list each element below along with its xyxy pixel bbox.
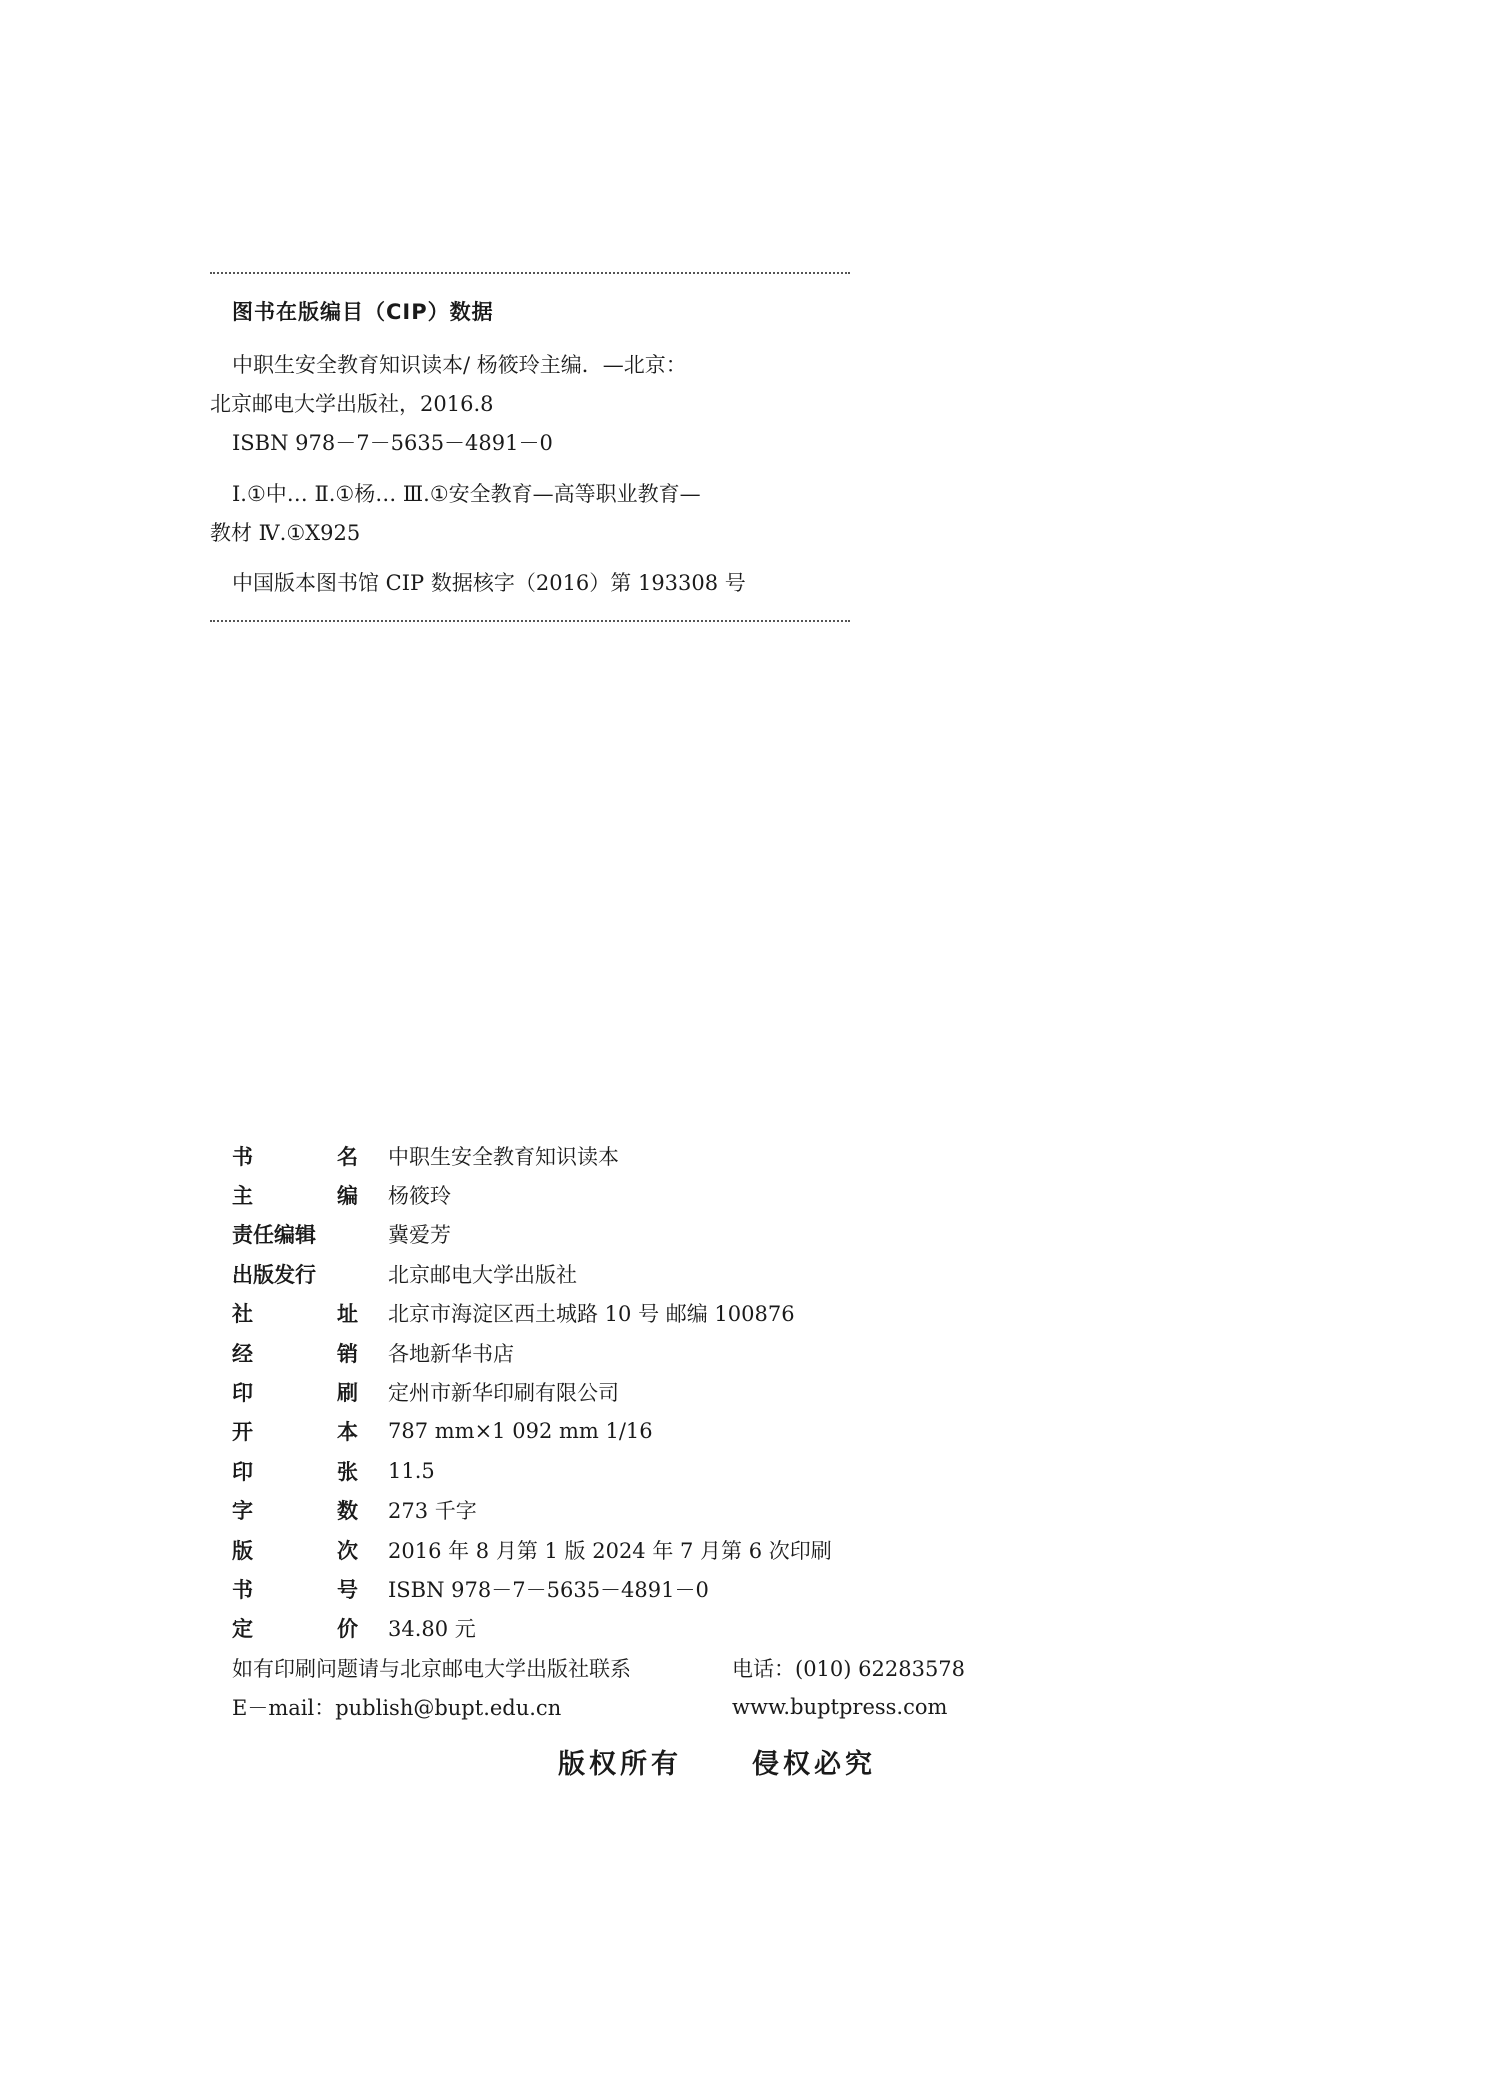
email-address: E－mail：publish@bupt.edu.cn — [232, 1696, 562, 1721]
row-label: 开 本 — [232, 1420, 358, 1445]
row-value: 杨筱玲 — [388, 1184, 451, 1209]
cip-title: 图书在版编目（CIP）数据 — [232, 300, 494, 324]
row-label: 字 数 — [232, 1499, 358, 1524]
row-label: 主 编 — [232, 1184, 358, 1209]
row-value: 11.5 — [388, 1458, 435, 1483]
cip-line-2: 北京邮电大学出版社，2016.8 — [210, 392, 494, 417]
row-label: 书 号 — [232, 1577, 358, 1602]
row-value: 2016 年 8 月第 1 版 2024 年 7 月第 6 次印刷 — [388, 1538, 832, 1563]
print-issue-contact-note: 如有印刷问题请与北京邮电大学出版社联系 — [232, 1656, 631, 1681]
row-label: 经 销 — [232, 1341, 358, 1366]
row-label: 责任编辑 — [232, 1223, 316, 1248]
row-value: 各地新华书店 — [388, 1341, 514, 1366]
row-value: 北京邮电大学出版社 — [388, 1262, 577, 1287]
bottom-dotted-rule — [210, 620, 850, 622]
website-url: www.buptpress.com — [732, 1695, 948, 1720]
colophon-row-address — [232, 1294, 1052, 1333]
colophon-row-isbn — [232, 1569, 1052, 1608]
colophon-row-title — [232, 1136, 1052, 1175]
row-value: 中职生安全教育知识读本 — [388, 1144, 619, 1169]
cip-line-classification: Ⅰ.①中… Ⅱ.①杨… Ⅲ.①安全教育—高等职业教育— — [232, 482, 701, 507]
phone-number: 电话：(010) 62283578 — [732, 1656, 966, 1681]
colophon-row-editor — [232, 1175, 1052, 1214]
row-value: 北京市海淀区西土城路 10 号 邮编 100876 — [388, 1302, 795, 1327]
row-value: 34.80 元 — [388, 1617, 476, 1642]
row-label: 版 次 — [232, 1538, 358, 1563]
colophon-row-sheets — [232, 1451, 1052, 1490]
colophon-row-printer — [232, 1372, 1052, 1411]
row-value: 冀爱芳 — [388, 1223, 451, 1248]
row-label: 印 刷 — [232, 1381, 358, 1406]
cip-line-1: 中职生安全教育知识读本/ 杨筱玲主编．—北京： — [232, 353, 687, 378]
row-value: ISBN 978－7－5635－4891－0 — [388, 1577, 709, 1602]
row-label: 出版发行 — [232, 1262, 316, 1287]
colophon-row-price — [232, 1609, 1052, 1648]
colophon-row-responsible-editor — [232, 1215, 1052, 1254]
infringement-prosecuted: 侵权必究 — [752, 1749, 876, 1780]
row-value: 273 千字 — [388, 1499, 477, 1524]
row-value: 定州市新华印刷有限公司 — [388, 1381, 619, 1406]
colophon-row-distributor — [232, 1333, 1052, 1372]
copyright-notice — [558, 1742, 876, 1781]
cip-line-verification: 中国版本图书馆 CIP 数据核字（2016）第 193308 号 — [232, 571, 746, 596]
top-dotted-rule — [210, 272, 850, 274]
contact-row-email — [232, 1687, 1052, 1726]
row-label: 印 张 — [232, 1459, 358, 1484]
cip-line-classification-cont: 教材 Ⅳ.①X925 — [210, 521, 361, 546]
cip-data-block — [210, 272, 850, 622]
colophon-row-edition — [232, 1530, 1052, 1569]
cip-line-isbn: ISBN 978－7－5635－4891－0 — [232, 431, 553, 456]
colophon-row-word-count — [232, 1491, 1052, 1530]
row-label: 定 价 — [232, 1617, 358, 1642]
row-label: 书 名 — [232, 1144, 358, 1169]
colophon-row-format — [232, 1412, 1052, 1451]
copyright-reserved: 版权所有 — [558, 1749, 682, 1780]
row-label: 社 址 — [232, 1302, 358, 1327]
contact-row-phone — [232, 1648, 1052, 1687]
colophon-block — [232, 1136, 1052, 1727]
row-value: 787 mm×1 092 mm 1/16 — [388, 1419, 653, 1444]
colophon-row-publisher — [232, 1254, 1052, 1293]
